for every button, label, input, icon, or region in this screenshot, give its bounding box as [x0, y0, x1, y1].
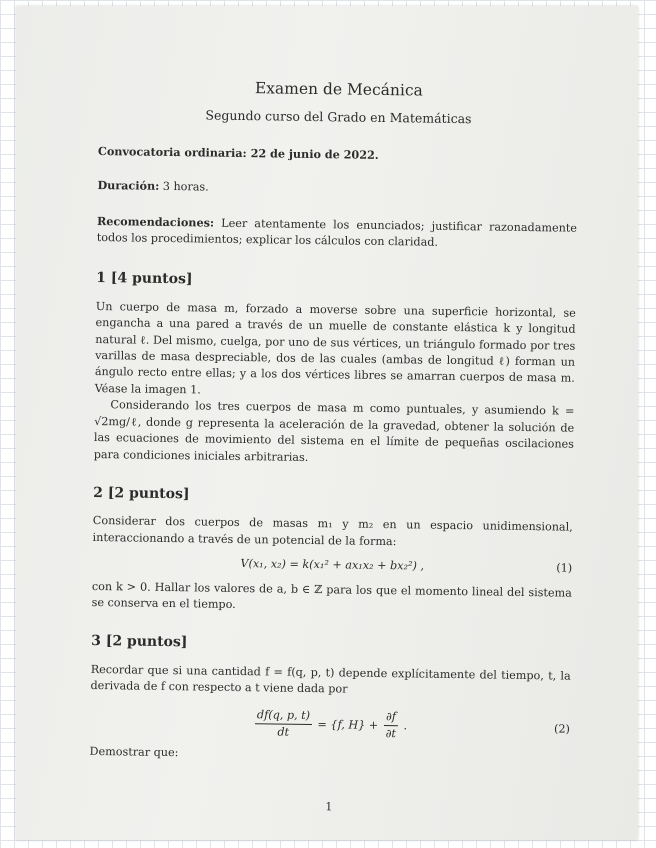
- question-1-paragraph-2: Considerando los tres cuerpos de masa m como puntuales, y asumiendo k = √2mg/ℓ, donde g representa la aceleración de la gravedad, obtener la solución de las ecuaciones de movimiento del sistema en el límite de pequeñas oscilaciones para condiciones iniciales arbitrarias.: [93, 398, 575, 464]
- page-number: 1: [325, 800, 333, 814]
- equation-1-body: V(x₁, x₂) = k(x₁² + ax₁x₂ + bx₂²) ,: [240, 557, 425, 573]
- equation-2-middle: = {f, H} +: [317, 717, 379, 732]
- question-2-paragraph-2: con k > 0. Hallar los valores de a, b ∈ ℤ para los que el momento lineal del sistema se conserva en el tiempo.: [91, 579, 572, 611]
- exam-page: [89, 78, 579, 825]
- exam-subtitle: Segundo curso del Grado en Matemáticas: [205, 107, 472, 127]
- equation-2-lhs-numerator: df(q, p, t): [255, 707, 312, 725]
- equation-2-lhs-denominator: dt: [277, 725, 290, 739]
- recomendaciones-paragraph: [97, 213, 577, 254]
- convocatoria-line: Convocatoria ordinaria: 22 de junio de 2022.: [97, 143, 379, 162]
- equation-2: [90, 705, 570, 746]
- recomendaciones-label: Recomendaciones:: [96, 213, 215, 230]
- question-1-heading: 1 [4 puntos]: [96, 270, 193, 288]
- question-2-heading: 2 [2 puntos]: [93, 484, 190, 503]
- duracion-line: [97, 177, 577, 201]
- recomendaciones-text: Leer atentamente los enunciados; justificar razonadamente todos los procedimientos; explicar los cálculos con claridad.: [96, 216, 578, 249]
- equation-1: [92, 554, 572, 577]
- equation-2-end: .: [403, 718, 408, 732]
- question-3-paragraph-2: Demostrar que:: [89, 745, 179, 760]
- equation-2-number: (2): [554, 721, 571, 736]
- question-3-heading: 3 [2 puntos]: [91, 633, 188, 651]
- equation-2-rhs-fraction: [384, 709, 399, 743]
- equation-2-rhs-numerator: ∂f: [384, 709, 399, 727]
- question-3-paragraph-1: Recordar que si una cantidad f = f(q, p, t) depende explícitamente del tiempo, t, la derivada de f con respecto a t viene dada por: [90, 662, 571, 696]
- exam-title: Examen de Mecánica: [254, 79, 423, 100]
- duracion-label: Duración:: [97, 178, 160, 194]
- duracion-value: 3 horas.: [162, 180, 209, 194]
- question-2-paragraph-1: Considerar dos cuerpos de masas m₁ y m₂ en un espacio unidimensional, interaccionando a través de un potencial de la forma:: [92, 514, 573, 548]
- equation-2-rhs-denominator: ∂t: [385, 727, 396, 741]
- equation-2-lhs-fraction: [255, 707, 313, 742]
- equation-1-number: (1): [556, 561, 573, 575]
- paper-sheet: [16, 6, 638, 840]
- question-1-paragraph-1: Un cuerpo de masa m, forzado a moverse sobre una superficie horizontal, se engancha a una pared a través de un muelle de constante elástica k y longitud natural ℓ. Del mismo, cuelga, por uno de sus vértices, un triángulo formado por tres varillas de masa despreciable, dos de las cuales (ambas de longitud ℓ) forman un ángulo recto entre ellas; y a los dos vértices libres se amarran cuerpos de masa m. Véase la imagen 1.: [94, 299, 576, 397]
